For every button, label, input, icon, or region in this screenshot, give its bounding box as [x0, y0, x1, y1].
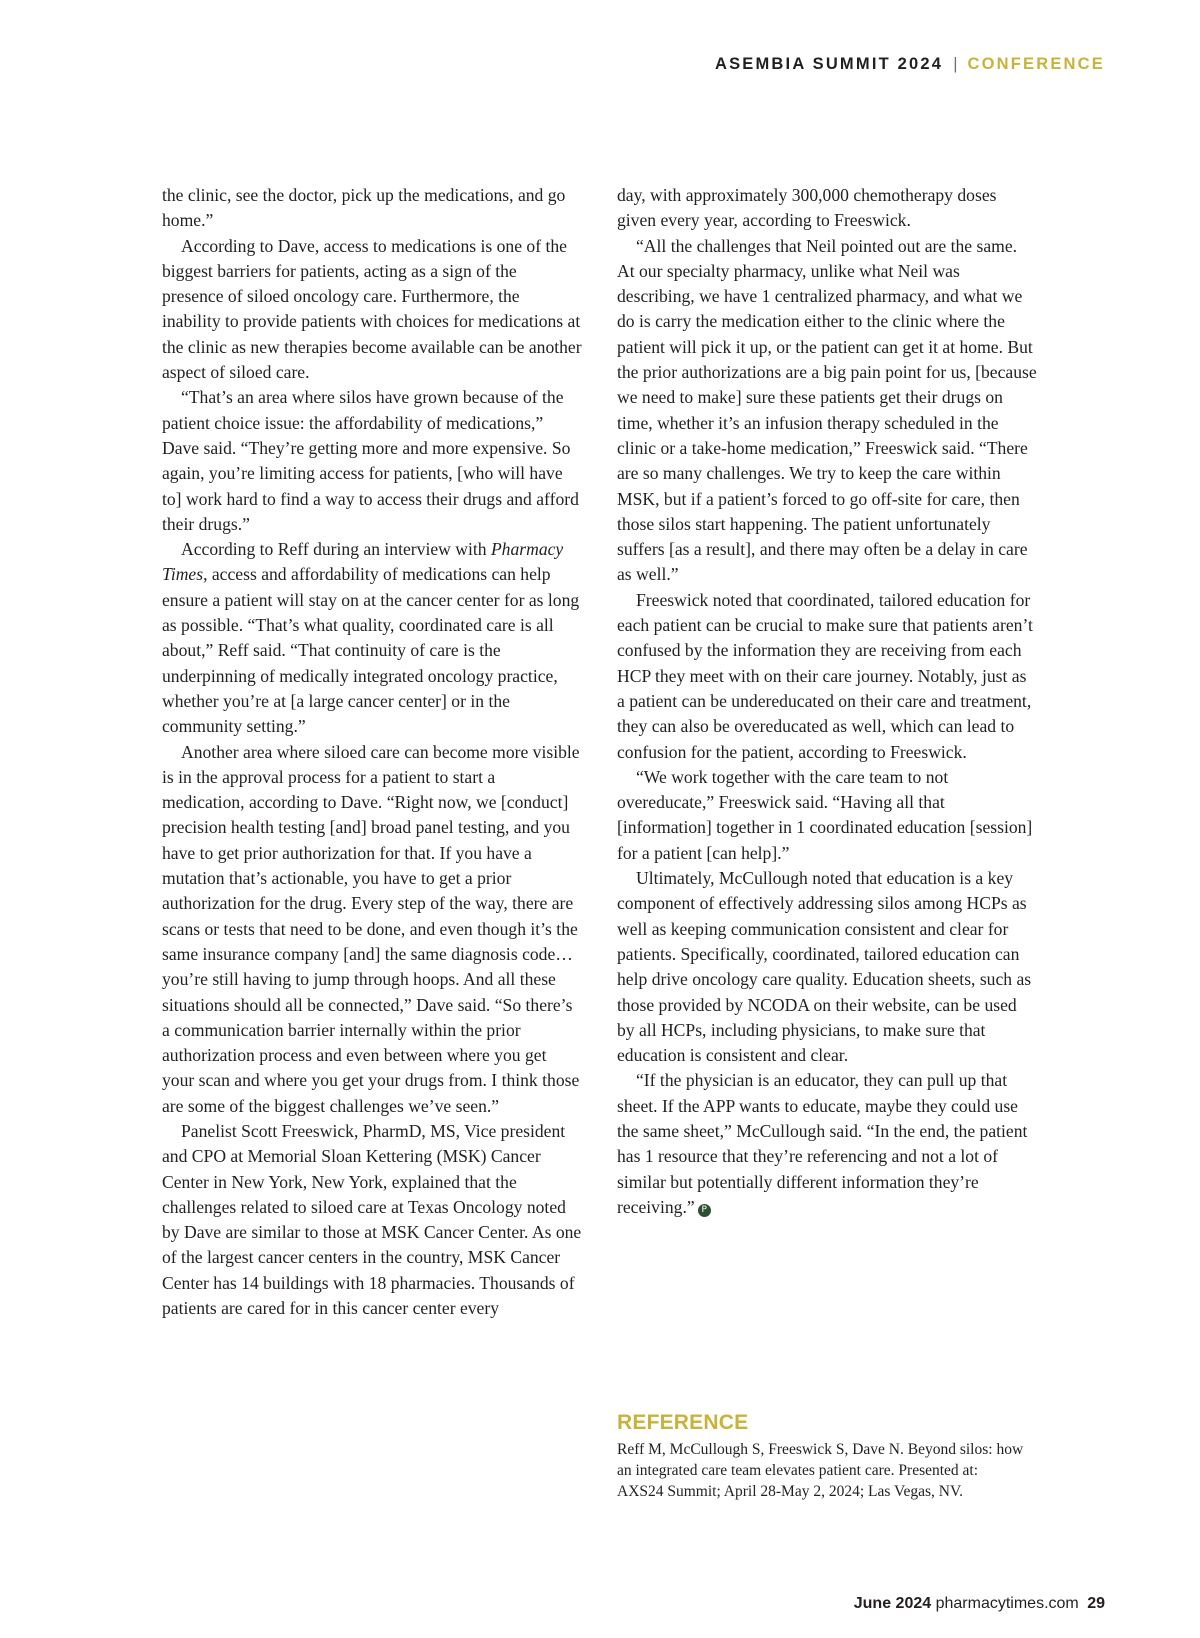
end-of-article-icon: P	[698, 1204, 711, 1217]
running-header	[715, 55, 1105, 74]
section-label: CONFERENCE	[967, 55, 1105, 73]
paragraph: day, with approximately 300,000 chemotherapy doses given every year, according to Freeswick.	[617, 185, 997, 231]
paragraph: Another area where siloed care can become more visible is in the approval process for a patient to start a medication, according to Dave. “Right now, we [conduct] precision health testing [and] broad panel testing, and you have to get prior authorization for that. If you have a mutation that’s actionable, you have to get a prior authorization for the drug. Every step of the way, there are scans or tests that need to be done, and even though it’s the same insurance company [and] the same diagnosis code…you’re still having to jump through hoops. And all these situations should all be connected,” Dave said. “So there’s a communication barrier internally within the prior authorization process and even between where you get your scan and where you get your drugs from. I think those are some of the biggest challenges we’ve seen.”	[162, 741, 580, 1116]
page-number: 29	[1087, 1595, 1105, 1612]
paragraph: the clinic, see the doctor, pick up the medications, and go home.”	[162, 185, 566, 231]
publication-title-italic: Pharmacy Times	[162, 539, 564, 585]
page-footer	[854, 1595, 1105, 1613]
header-separator: |	[953, 55, 958, 73]
paragraph	[162, 537, 582, 739]
paragraph: “That’s an area where silos have grown because of the patient choice issue: the affordability of medications,” Dave said. “They’re getting more and more expensive. So again, you’re limiting access for patients, [who will have to] work hard to find a way to access their drugs and afford their drugs.”	[162, 387, 579, 534]
paragraph: Ultimately, McCullough noted that education is a key component of effectively addressing silos among HCPs as well as keeping communication consistent and clear for patients. Specifically, coordinated, tailored education can help drive oncology care quality. Education sheets, such as those provided by NCODA on their website, can be used by all HCPs, including physicians, to make sure that education is consistent and clear.	[617, 868, 1032, 1066]
paragraph: “We work together with the care team to not overeducate,” Freeswick said. “Having all that [information] together in 1 coordinated education [session] for a patient [can help].”	[617, 766, 1033, 863]
reference-citation: Reff M, McCullough S, Freeswick S, Dave N. Beyond silos: how an integrated care team elevates patient care. Presented at: AXS24 Summit; April 28-May 2, 2024; Las Vegas, NV.	[617, 1441, 1024, 1500]
article-column-right	[617, 183, 1037, 1220]
paragraph-text: , access and affordability of medications can help ensure a patient will stay on at the cancer center for as long as possible. “That’s what quality, coordinated care is all about,” Reff said. “That continuity of care is the underpinning of medically integrated oncology practice, whether you’re at [a large cancer center] or in the community setting.”	[162, 564, 580, 737]
reference-section	[617, 1411, 1027, 1502]
reference-heading: REFERENCE	[617, 1411, 749, 1434]
article-column-left	[162, 183, 582, 1321]
publication-name: ASEMBIA SUMMIT 2024	[714, 55, 944, 73]
paragraph-text: According to Reff during an interview with	[181, 539, 491, 560]
paragraph: Panelist Scott Freeswick, PharmD, MS, Vice president and CPO at Memorial Sloan Kettering (MSK) Cancer Center in New York, New York, explained that the challenges related to siloed care at Texas Oncology noted by Dave are similar to those at MSK Cancer Center. As one of the largest cancer centers in the country, MSK Cancer Center has 14 buildings with 18 pharmacies. Thousands of patients are cared for in this cancer center every	[162, 1120, 582, 1319]
paragraph: According to Dave, access to medications is one of the biggest barriers for patients, acting as a sign of the presence of siloed oncology care. Furthermore, the inability to provide patients with choices for medications at the clinic as new therapies become available can be another aspect of siloed care.	[162, 235, 582, 383]
paragraph	[617, 1068, 1037, 1220]
paragraph: “All the challenges that Neil pointed out are the same. At our specialty pharmacy, unlike what Neil was describing, we have 1 centralized pharmacy, and what we do is carry the medication either to the clinic where the patient will pick it up, or the patient can get it at home. But the prior authorizations are a big pain point for us, [because we need to make] sure these patients get their drugs on time, whether it’s an infusion therapy scheduled in the clinic or a take-home medication,” Freeswick said. “There are so many challenges. We try to keep the care within MSK, but if a patient’s forced to go off-site for care, then those silos start happening. The patient unfortunately suffers [as a result], and there may often be a delay in care as well.”	[617, 235, 1037, 585]
paragraph: Freeswick noted that coordinated, tailored education for each patient can be crucial to make sure that patients aren’t confused by the information they are receiving from each HCP they meet with on their care journey. Notably, just as a patient can be undereducated on their care and treatment, they can also be overeducated as well, which can lead to confusion for the patient, according to Freeswick.	[617, 589, 1033, 762]
issue-date: June 2024	[853, 1595, 932, 1612]
site-url: pharmacytimes.com	[935, 1595, 1079, 1612]
paragraph-text: “If the physician is an educator, they can pull up that sheet. If the APP wants to educate, maybe they could use the same sheet,” McCullough said. “In the end, the patient has 1 resource that they’re referencing and not a lot of similar but potentially different information they’re receiving.”	[617, 1070, 1028, 1217]
